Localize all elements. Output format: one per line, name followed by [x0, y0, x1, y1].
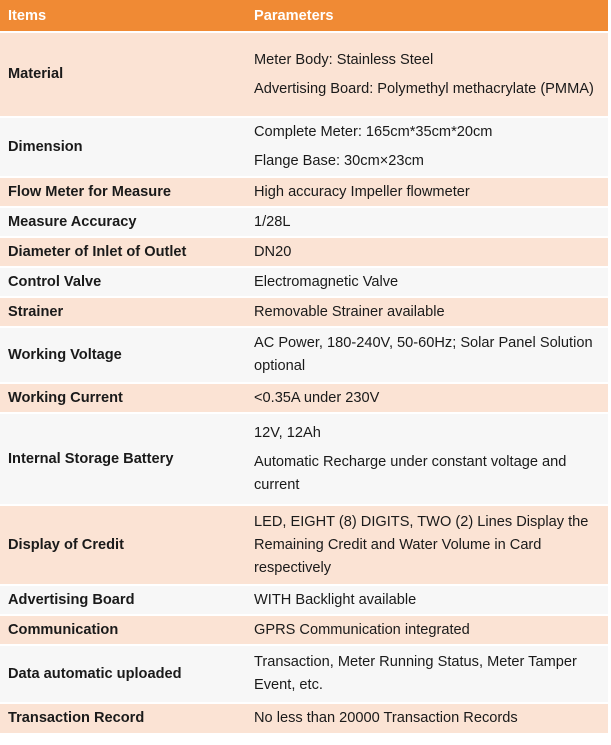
table-row [0, 645, 608, 703]
row-item: Diameter of Inlet of Outlet [0, 237, 246, 267]
row-item: Working Current [0, 383, 246, 413]
param-line: Meter Body: Stainless Steel [254, 51, 434, 68]
table-row [0, 383, 608, 413]
param-line: Complete Meter: 165cm*35cm*20cm [254, 124, 493, 140]
row-params: High accuracy Impeller flowmeter [246, 177, 608, 207]
row-item: Communication [0, 615, 246, 645]
table-row [0, 297, 608, 327]
header-parameters: Parameters [246, 0, 608, 32]
param-line: 12V, 12Ah [254, 424, 321, 441]
row-item: Display of Credit [0, 505, 246, 585]
header-items: Items [0, 0, 246, 32]
table-row [0, 207, 608, 237]
table-header-row [0, 0, 608, 32]
row-item: Working Voltage [0, 327, 246, 383]
table-row [0, 505, 608, 585]
param-line: Flange Base: 30cm×23cm [254, 153, 424, 169]
row-item: Material [0, 32, 246, 117]
row-params: Removable Strainer available [246, 297, 608, 327]
row-item: Control Valve [0, 267, 246, 297]
row-item: Dimension [0, 117, 246, 177]
row-params: LED, EIGHT (8) DIGITS, TWO (2) Lines Display the Remaining Credit and Water Volume in Card respectively [246, 505, 608, 585]
row-params: WITH Backlight available [246, 585, 608, 615]
table-row [0, 585, 608, 615]
row-item: Strainer [0, 297, 246, 327]
param-line: Automatic Recharge under constant voltage and current [254, 453, 567, 493]
row-item: Data automatic uploaded [0, 645, 246, 703]
table-row [0, 327, 608, 383]
table-row [0, 117, 608, 177]
row-item: Transaction Record [0, 703, 246, 733]
row-item: Flow Meter for Measure [0, 177, 246, 207]
row-item: Internal Storage Battery [0, 413, 246, 505]
table-row [0, 177, 608, 207]
row-params: DN20 [246, 237, 608, 267]
row-params: <0.35A under 230V [246, 383, 608, 413]
row-params: AC Power, 180-240V, 50-60Hz; Solar Panel Solution optional [246, 327, 608, 383]
table-row [0, 32, 608, 117]
row-params: Electromagnetic Valve [246, 267, 608, 297]
row-params [246, 117, 608, 177]
row-params [246, 413, 608, 505]
row-params: No less than 20000 Transaction Records [246, 703, 608, 733]
row-params: Transaction, Meter Running Status, Meter Tamper Event, etc. [246, 645, 608, 703]
row-item: Measure Accuracy [0, 207, 246, 237]
table-row [0, 703, 608, 733]
table-row [0, 267, 608, 297]
row-params: GPRS Communication integrated [246, 615, 608, 645]
table-row [0, 413, 608, 505]
row-params: 1/28L [246, 207, 608, 237]
table-row [0, 615, 608, 645]
table-row [0, 237, 608, 267]
row-item: Advertising Board [0, 585, 246, 615]
row-params [246, 32, 608, 117]
param-line: Advertising Board: Polymethyl methacrylate (PMMA) [254, 80, 594, 97]
